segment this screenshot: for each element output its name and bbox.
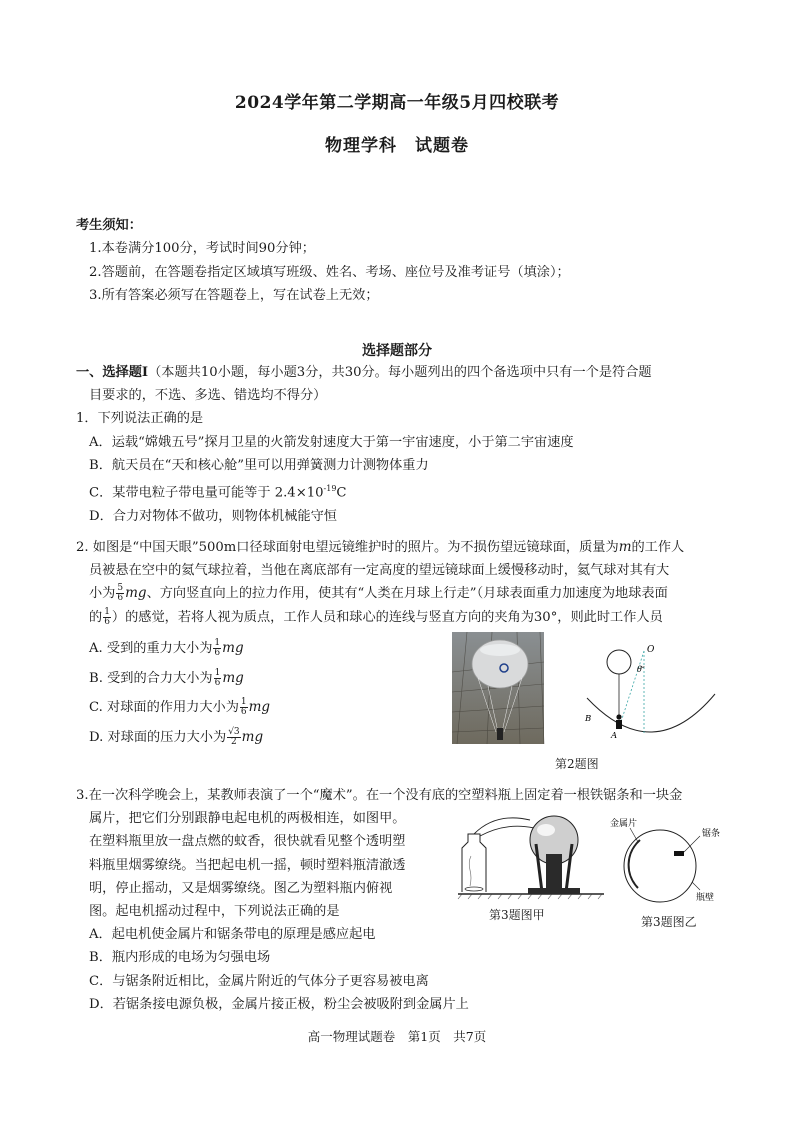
paper-label: 试题卷 [415,136,469,156]
notice-item: 3.所有答案必须写在答题卷上，写在试卷上无效； [89,288,379,304]
q2-line2: 员被悬在空中的氦气球拉着，当他在离底部有一定高度的望远镜球面上缓慢移动时，氦气球对其有大 [89,563,670,579]
notice-heading: 考生须知： [76,218,142,233]
q2-option-c-text: C. 对球面的作用力大小为 [89,700,239,715]
page-footer: 高一物理试题卷 第1页 共7页 [307,1029,487,1044]
q2-option-b [76,664,436,694]
q1-option-d: D．合力对物体不做功，则物体机械能守恒 [89,508,337,524]
q2-line3-a: 小为 [89,586,116,602]
q1-option-a: A．运载“嫦娥五号”探月卫星的火箭发射速度大于第一宇宙速度，小于第二宇宙速度 [89,434,574,450]
q2-stem [76,536,736,629]
q2-option-b-text: B. 受到的合力大小为 [89,670,213,686]
q3-figure-jia [456,806,606,900]
part1-desc-line2: 目要求的，不选、多选、错选均不得分） [89,388,327,404]
fraction-num: 1 [214,667,221,678]
q3-figure-yi-caption: 第3题图乙 [641,915,697,929]
q2-option-d-text: D. 对球面的压力大小为 [89,729,227,745]
radius-dashed-line [619,651,644,728]
exam-title: 2024学年第二学期高一年级5月四校联考 [234,93,560,113]
q3-line2: 属片，把它们分别跟静电起电机的两极相连，如图甲。 [89,811,406,827]
part1-label: 一、选择题Ⅰ [76,365,149,380]
fraction-den: 6 [240,707,247,717]
label-a: A [611,731,618,741]
balloon-highlight [480,644,520,656]
exam-subtitle [0,131,794,156]
bottle-wall-circle [624,830,696,902]
fraction-den: 6 [117,593,124,604]
q2-line3-b: 、方向竖直向上的拉力作用，使其有“人类在月球上行走”（月球表面重力加速度为地球表面 [146,586,668,602]
fraction-num: 5 [117,583,124,594]
q3-option-a: A．起电机使金属片和锯条带电的原理是感应起电 [89,927,376,943]
q2-line1-b: 的工作人 [631,540,685,555]
q2-option-a-text: A. 受到的重力大小为 [89,641,213,656]
subject-label: 物理学科 [325,136,397,156]
q3-option-c: C．与锯条附近相比，金属片附近的气体分子更容易被电离 [89,973,429,989]
q3-line6: 图。起电机摇动过程中，下列说法正确的是 [89,904,340,920]
q3-line5: 明，停止摇动，又是烟雾缭绕。图乙为塑料瓶内俯视 [89,880,393,896]
q1-option-c [76,477,726,505]
mosquito-coil [465,887,483,891]
sphere-highlight [537,824,555,836]
fraction-1-6 [214,669,222,688]
q2-line4-a: 的 [89,609,103,625]
fraction-sqrt3-2 [227,728,240,747]
fraction-den: 2 [231,736,237,747]
q3-line1: 3.在一次科学晚会上，某教师表演了一个“魔术”。在一个没有底的空塑料瓶上固定着一根铁锯条和一块金 [76,788,683,803]
label-metal-plate: 金属片 [610,819,638,829]
exam-notice [76,214,570,308]
q3-option-b: B．瓶内形成的电场为匀强电场 [89,950,271,966]
fraction-den: 6 [104,616,110,627]
label-theta: θ [637,665,642,674]
section-title: 选择题部分 [362,343,432,359]
q2-figure-caption: 第2题图 [555,757,599,771]
q3-option-d: D．若锯条接电源负极，金属片接正极，粉尘会被吸附到金属片上 [89,996,469,1012]
mg-symbol: mg [125,585,147,602]
q2-line3 [76,582,736,605]
q2-force-diagram [583,638,718,744]
q1-option-b: B．航天员在“天和核心舱”里可以用弹簧测力计测物体重力 [89,457,429,473]
q2-option-c [76,693,436,723]
fraction-num: 1 [104,606,110,617]
label-b: B [585,714,592,724]
q1-option-c-unit: C [336,485,347,501]
q3-figure-jia-caption: 第3题图甲 [489,908,545,922]
mg-symbol: mg [222,669,244,686]
fraction-num: √3 [228,726,240,737]
q2-line1 [76,536,736,559]
q2-line4-b: ）的感觉，若将人视为质点，工作人员和球心的连线与竖直方向的夹角为30°，则此时工作人员 [111,609,663,625]
q3-figure-yi [608,816,721,910]
q2-option-a [76,634,436,664]
smoke-wisp [469,856,471,886]
q2-line1-a: 2. 如图是“中国天眼”500m口径球面射电望远镜维护时的照片。为不损伤望远镜球面，质量为 [76,540,619,555]
mg-symbol: mg [248,699,271,715]
label-bottle-wall: 瓶壁 [696,893,715,903]
fraction-5-6 [116,584,124,603]
worker-body [616,720,622,729]
q1-option-c-text: C．某带电粒子带电量可能等于 2.4×10 [89,485,324,501]
fraction-den: 6 [214,648,221,658]
q1-option-c-exponent: -19 [323,484,337,494]
q3-line3: 在塑料瓶里放一盘点燃的蚊香，很快就看见整个透明塑 [89,834,406,850]
saw-blade [674,851,684,856]
q3-line4: 料瓶里烟雾缭绕。当把起电机一摇，顿时塑料瓶清澈透 [89,857,406,873]
fraction-den: 6 [214,677,221,688]
worker-head [616,714,621,719]
label-saw-blade: 锯条 [702,829,721,839]
wire-2 [480,826,534,836]
spherical-surface [587,694,715,732]
fraction-num: 1 [240,697,247,707]
metal-plate-pointer [630,828,638,842]
mg-symbol: mg [241,728,264,745]
notice-item: 1.本卷满分100分，考试时间90分钟； [89,241,315,257]
q2-line4 [76,606,736,629]
wall-pointer [692,882,700,890]
plastic-bottle [462,834,486,892]
notice-item: 2.答题前，在答题卷指定区域填写班级、姓名、考场、座位号及准考证号（填涂）； [89,264,570,280]
label-o: O [647,645,655,655]
q2-mass-symbol: m [618,539,632,555]
machine-base [528,888,580,894]
fraction-1-6 [103,608,111,627]
part1-desc: （本题共10小题，每小题3分，共30分。每小题列出的四个备选项中只有一个是符合题 [148,365,652,380]
balloon-circle [607,650,631,674]
machine-body [546,854,562,892]
part1-header [76,361,726,384]
part1-block [76,361,726,528]
fraction-num: 1 [214,638,221,648]
q2-options [76,634,436,752]
fraction-1-6 [213,639,221,658]
q1-stem: 1．下列说法正确的是 [76,411,204,427]
metal-plate [629,840,640,888]
q2-option-d [76,723,436,753]
mg-symbol: mg [222,640,244,656]
worker-figure [497,728,503,740]
fraction-1-6 [240,698,248,717]
fast-telescope-photo [452,632,544,744]
